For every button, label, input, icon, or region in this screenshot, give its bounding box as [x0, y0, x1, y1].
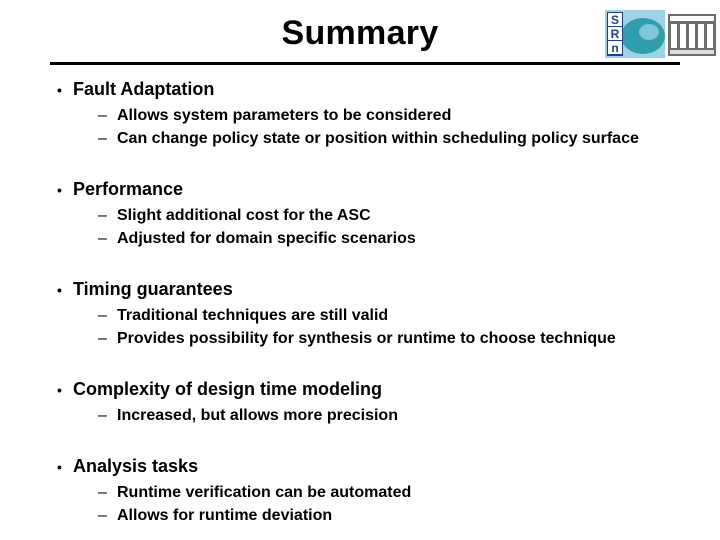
- srn-logo: [605, 10, 665, 58]
- dash-icon: –: [98, 307, 107, 324]
- bullet-icon: •: [57, 282, 62, 298]
- srn-logo-letter-n: n: [611, 41, 619, 55]
- sub-bullet-text: Provides possibility for synthesis or runtime to choose technique: [117, 330, 616, 347]
- bullet-item: [57, 378, 707, 427]
- sub-bullet-text: Traditional techniques are still valid: [117, 307, 389, 324]
- sub-bullet-text: Adjusted for domain specific scenarios: [117, 230, 416, 247]
- dash-icon: –: [98, 107, 107, 124]
- sub-bullet-text: Slight additional cost for the ASC: [117, 207, 371, 224]
- bullet-item: [57, 178, 707, 250]
- title-divider: [50, 62, 680, 65]
- institute-logo: [668, 14, 716, 56]
- bullet-label: Fault Adaptation: [73, 79, 215, 99]
- dash-icon: –: [98, 330, 107, 347]
- dash-icon: –: [98, 507, 107, 524]
- bullet-label: Performance: [73, 179, 184, 199]
- bullet-item: [57, 278, 707, 350]
- bullet-icon: •: [57, 82, 62, 98]
- srn-logo-letter-r: R: [610, 27, 620, 41]
- sub-bullet-text: Can change policy state or position within scheduling policy surface: [117, 130, 639, 147]
- bullet-label: Analysis tasks: [73, 456, 199, 476]
- bullet-label: Complexity of design time modeling: [73, 379, 383, 399]
- bullet-list: [57, 78, 707, 527]
- sub-bullet-text: Allows system parameters to be considered: [117, 107, 452, 124]
- dash-icon: –: [98, 130, 107, 147]
- bullet-icon: •: [57, 382, 62, 398]
- bullet-item: [57, 455, 707, 527]
- sub-bullet-text: Runtime verification can be automated: [117, 484, 412, 501]
- bullet-label: Timing guarantees: [73, 279, 233, 299]
- dash-icon: –: [98, 407, 107, 424]
- slide-title: Summary: [281, 14, 439, 52]
- dash-icon: –: [98, 207, 107, 224]
- sub-bullet-text: Allows for runtime deviation: [117, 507, 333, 524]
- srn-logo-letter-s: S: [610, 13, 620, 27]
- logo-group: [605, 10, 717, 60]
- sub-bullet-text: Increased, but allows more precision: [117, 407, 398, 424]
- bullet-icon: •: [57, 459, 62, 475]
- dash-icon: –: [98, 230, 107, 247]
- dash-icon: –: [98, 484, 107, 501]
- bullet-item: [57, 78, 707, 150]
- bullet-icon: •: [57, 182, 62, 198]
